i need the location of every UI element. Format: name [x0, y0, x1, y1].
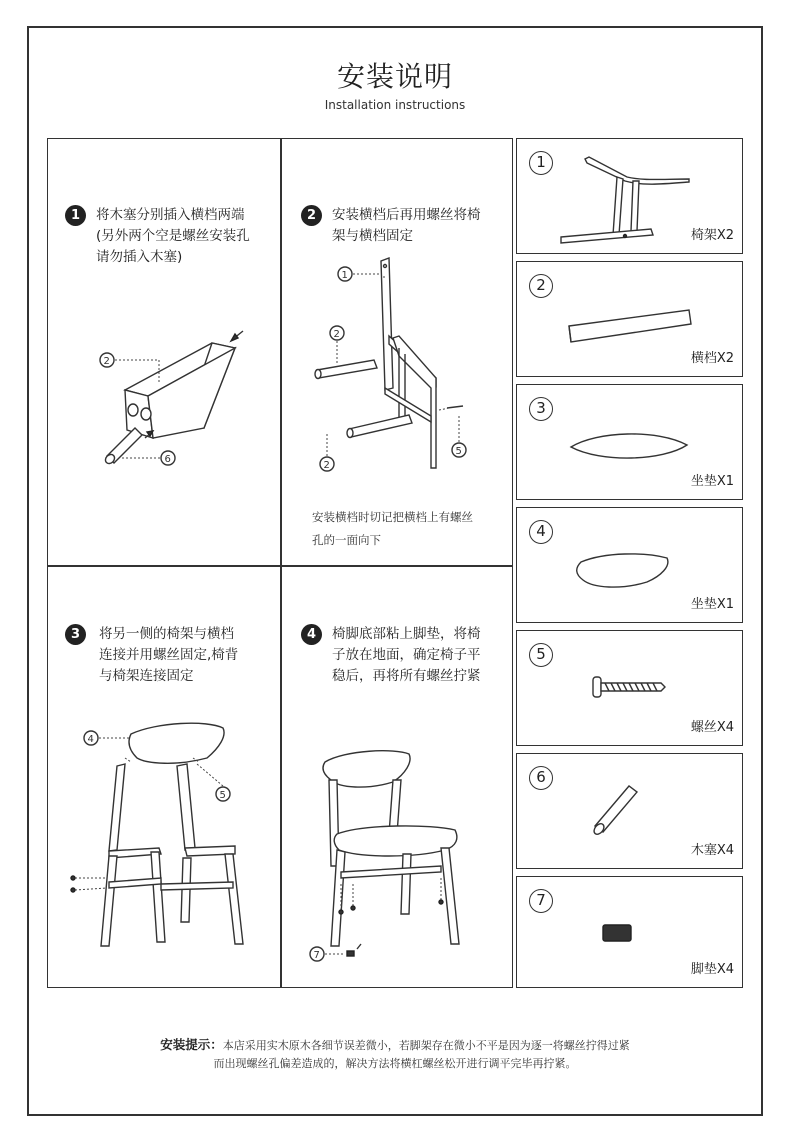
callout-7: 7 — [313, 950, 320, 961]
step-4-line: 稳后，再将所有螺丝拧紧 — [332, 668, 481, 684]
tip-line-1: 本店采用实木原木各细节误差微小，若脚架存在微小不平是因为逐一将螺丝拧得过紧 — [222, 1039, 630, 1052]
part-2 — [516, 261, 743, 377]
part-7-label: 脚垫X4 — [690, 962, 734, 977]
callout-2: 2 — [323, 460, 330, 471]
part-3-number: 3 — [529, 397, 553, 421]
part-1-number: 1 — [529, 151, 553, 175]
part-6 — [516, 753, 743, 869]
part-1-label: 椅架X2 — [690, 228, 734, 243]
callout-2: 2 — [333, 329, 340, 340]
step-4-line: 椅脚底部粘上脚垫，将椅 — [332, 626, 481, 642]
page-title: 安装说明 — [336, 60, 453, 93]
part-5-number: 5 — [529, 643, 553, 667]
part-1 — [516, 138, 743, 254]
step-1-line: 请勿插入木塞) — [96, 249, 183, 265]
tip-line-2: 而出现螺丝孔偏差造成的，解决方法将横杠螺丝松开进行调平完毕再拧紧。 — [213, 1057, 577, 1070]
part-7-number: 7 — [529, 889, 553, 913]
part-2-label: 横档X2 — [690, 351, 734, 366]
part-3 — [516, 384, 743, 500]
step-1-badge: 1 — [65, 205, 86, 226]
callout-1: 1 — [341, 270, 348, 281]
tip-label: 安装提示： — [160, 1037, 223, 1052]
step-4-line: 子放在地面，确定椅子平 — [332, 647, 481, 663]
part-3-label: 坐垫X1 — [690, 474, 734, 489]
part-6-label: 木塞X4 — [690, 843, 734, 858]
step-3-diagram — [47, 566, 280, 988]
part-2-number: 2 — [529, 274, 553, 298]
step-3-badge: 3 — [65, 624, 86, 645]
step-2-note-line: 安装横档时切记把横档上有螺丝 — [312, 510, 473, 524]
step-1-diagram — [47, 138, 280, 565]
callout-5: 5 — [455, 446, 462, 457]
part-5 — [516, 630, 743, 746]
step-3-line: 连接并用螺丝固定,椅背 — [99, 647, 239, 663]
installation-tip — [0, 1036, 790, 1073]
step-2-note — [312, 506, 473, 552]
step-2-line: 架与横档固定 — [332, 228, 413, 244]
part-6-number: 6 — [529, 766, 553, 790]
step-2-diagram — [281, 138, 513, 565]
callout-2: 2 — [103, 356, 110, 367]
step-1-line: 将木塞分别插入横档两端 — [96, 207, 245, 223]
step-2-line: 安装横档后再用螺丝将椅 — [332, 207, 481, 223]
callout-5: 5 — [219, 790, 226, 801]
step-1-line: (另外两个空是螺丝安装孔 — [96, 228, 250, 244]
callout-6: 6 — [164, 454, 171, 465]
step-4-badge: 4 — [301, 624, 322, 645]
callout-4: 4 — [87, 734, 94, 745]
step-2-note-line: 孔的一面向下 — [312, 533, 381, 547]
part-7 — [516, 876, 743, 988]
step-3-line: 将另一侧的椅架与横档 — [99, 626, 234, 642]
step-4-diagram — [281, 566, 513, 988]
part-4-number: 4 — [529, 520, 553, 544]
step-2-badge: 2 — [301, 205, 322, 226]
page-subtitle: Installation instructions — [324, 98, 466, 112]
part-5-label: 螺丝X4 — [690, 720, 734, 735]
step-3-line: 与椅架连接固定 — [99, 668, 194, 684]
part-4-label: 坐垫X1 — [690, 597, 734, 612]
part-4 — [516, 507, 743, 623]
